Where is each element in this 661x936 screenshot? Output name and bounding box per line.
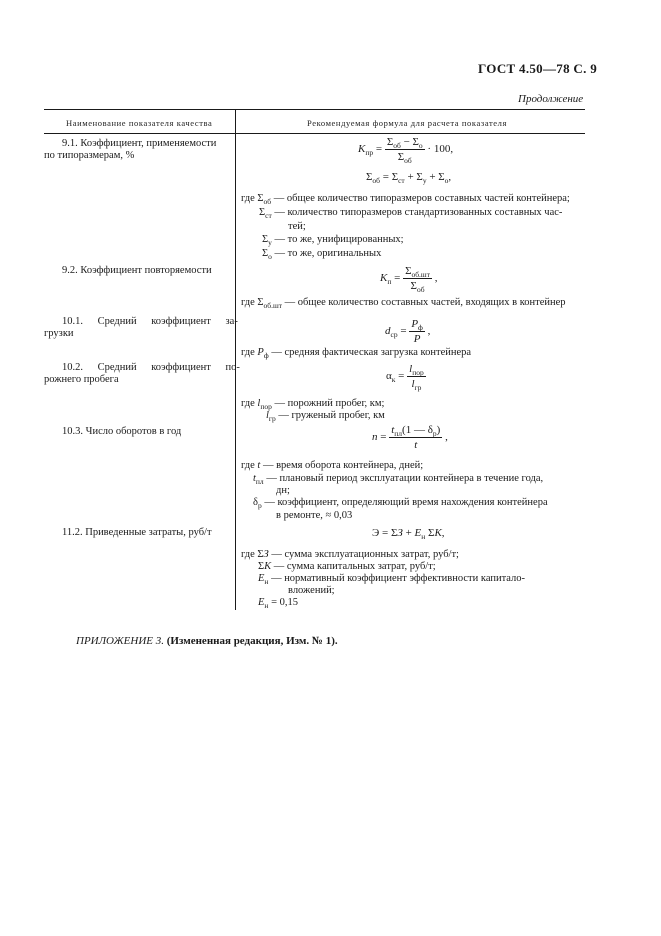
where-9-1-c: $\Sigma_у$ — то же, унифицированных; [262, 234, 404, 247]
where-word: где [241, 193, 255, 204]
legend-total-parts: — общее количество составных частей, входящих в контейнер [284, 297, 566, 308]
where-9-2: где $\Sigma_{об.шт}$ — общее количество составных частей, входящих в контейнер [241, 297, 566, 310]
table-header-rule [44, 133, 585, 134]
legend-planned-period: — плановый период эксплуатации контейнера в течение года, [266, 473, 544, 484]
formula-9-1: $K_{пр}$ = $\frac{\Sigma_{об} - \Sigma_о}{\Sigma_{об}}$ · 100, [358, 136, 454, 165]
where-10-3-b: $t_{пл}$ — плановый период эксплуатации контейнера в течение года, [253, 473, 544, 486]
where-10-3-b2: дн; [276, 485, 290, 496]
column-header-name: Наименование показателя качества [66, 118, 213, 128]
legend-sum-total: — общее количество типоразмеров составных частей контейнера; [273, 193, 570, 204]
where-word: где [241, 398, 255, 409]
where-word: где [241, 297, 255, 308]
where-11-2-d: $E_н = 0,15$ [258, 597, 298, 610]
where-9-1-a: где $\Sigma_{об}$ — общее количество типоразмеров составных частей контейнера; [241, 193, 570, 206]
legend-turnover-time: — время оборота контейнера, дней; [262, 460, 424, 471]
appendix-label: ПРИЛОЖЕНИЕ 3. [76, 635, 164, 647]
where-word: где [241, 460, 255, 471]
amendment-text: (Измененная редакция, Изм. № 1). [166, 635, 338, 647]
indicator-9-2: 9.2. Коэффициент повторяемости [62, 265, 212, 276]
table-top-rule [44, 109, 585, 110]
legend-sum-unified: — то же, унифицированных; [274, 234, 404, 245]
column-header-formula: Рекомендуемая формула для расчета показателя [307, 118, 508, 128]
indicator-10-1-cont: грузки [44, 328, 74, 339]
where-10-1: где $P_ф$ — средняя фактическая загрузка контейнера [241, 347, 472, 360]
indicator-10-3: 10.3. Число оборотов в год [62, 426, 182, 437]
where-10-3-c2: в ремонте, ≈ 0,03 [276, 510, 353, 521]
legend-sum-standard: — количество типоразмеров стандартизованных составных час- [274, 207, 563, 218]
indicator-11-2: 11.2. Приведенные затраты, руб/т [62, 527, 212, 538]
legend-efficiency-coef: — нормативный коэффициент эффективности капитало- [271, 573, 526, 584]
where-10-3-a: где t — время оборота контейнера, дней; [241, 460, 424, 471]
where-11-2-c2: вложений; [288, 585, 335, 596]
where-10-3-c: $\delta_р$ — коэффициент, определяющий время нахождения контейнера [253, 497, 548, 510]
formula-9-2: $K_п$ = $\frac{\Sigma_{об.шт}}{\Sigma_{об}}$ , [380, 265, 438, 294]
where-9-1-b: $\Sigma_{ст}$ — количество типоразмеров стандартизованных составных час- [259, 207, 563, 220]
where-word: где [241, 347, 255, 358]
where-10-2-b: $l_{гр}$ — груженый пробег, км [266, 410, 385, 423]
where-11-2-a: где ΣЗ — сумма эксплуатационных затрат, руб/т; [241, 549, 459, 560]
legend-actual-load: — средняя фактическая загрузка контейнера [271, 347, 472, 358]
legend-operating-costs: — сумма эксплуатационных затрат, руб/т; [271, 549, 459, 560]
where-9-1-d: $\Sigma_о$ — то же, оригинальных [262, 248, 382, 261]
footer-note [76, 635, 338, 647]
indicator-10-2: 10.2. Средний коэффициент по- [62, 362, 240, 373]
indicator-9-1-cont: по типоразмерам, % [44, 150, 135, 161]
legend-capital-costs: — сумма капитальных затрат, руб/т; [273, 561, 436, 572]
legend-repair-coef: — коэффициент, определяющий время нахождения контейнера [264, 497, 548, 508]
legend-sum-original: — то же, оригинальных [274, 248, 382, 259]
page-header: ГОСТ 4.50—78 С. 9 [478, 61, 598, 76]
formula-10-1: $d_{ср}$ = $\frac{P_ф}{P}$ , [385, 318, 431, 345]
legend-loaded-run: — груженый пробег, км [278, 410, 385, 421]
where-10-2-a: где $l_{пор}$ — порожний пробег, км; [241, 398, 385, 411]
where-word: где [241, 549, 255, 560]
indicator-9-1: 9.1. Коэффициент, применяемости [62, 138, 217, 149]
continuation-label: Продолжение [518, 93, 584, 105]
where-11-2-b: ΣK — сумма капитальных затрат, руб/т; [258, 561, 436, 572]
formula-10-2: $\alpha_к$ = $\frac{l_{пор}}{l_{гр}}$ [386, 363, 424, 392]
column-divider [235, 110, 236, 610]
formula-9-1-sum: $\Sigma_{об} = \Sigma_{ст} + \Sigma_у + \Sigma_о$, [366, 171, 452, 185]
where-11-2-c: $E_н$ — нормативный коэффициент эффективности капитало- [258, 573, 526, 586]
formula-11-2: $Э = \Sigma З + E_н$ ΣK, [372, 527, 445, 541]
where-9-1-b2: тей; [288, 221, 306, 232]
legend-empty-run: — порожний пробег, км; [274, 398, 385, 409]
indicator-10-2-cont: рожнего пробега [44, 374, 119, 385]
legend-en-value: 0,15 [279, 597, 298, 608]
formula-10-3: n = $\frac{t_{пл}(1 — \delta_р)}{t}$ , [372, 424, 448, 451]
indicator-10-1: 10.1. Средний коэффициент за- [62, 316, 238, 327]
